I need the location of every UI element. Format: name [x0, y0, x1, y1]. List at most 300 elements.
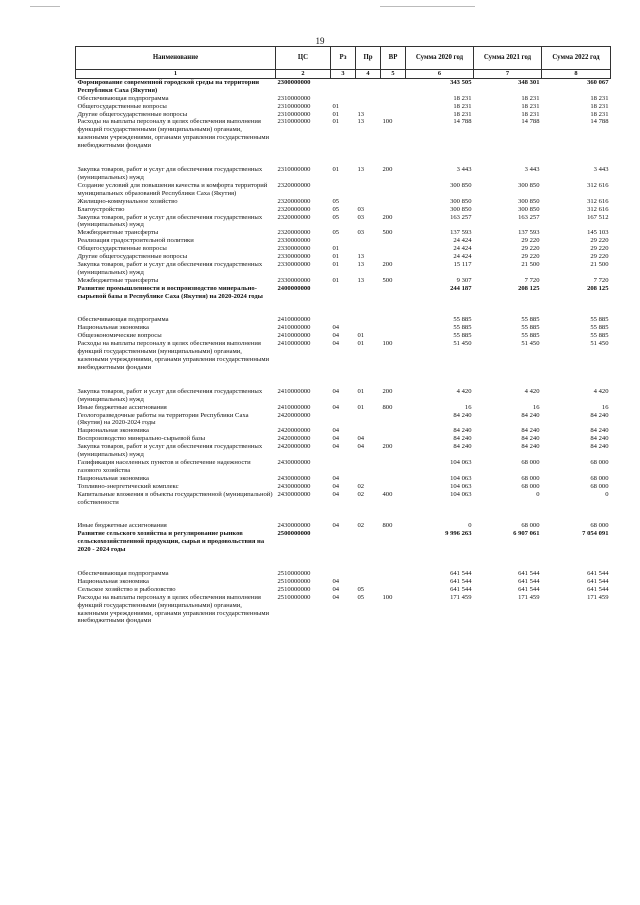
row-sum-2021: 84 240 [521, 443, 540, 451]
row-sum-2021: 137 593 [518, 229, 540, 237]
row-name: Реализация градостроительной политики [77, 237, 194, 245]
row-vr [381, 103, 406, 111]
row-code: 2320000000 [277, 229, 311, 237]
table-row [76, 491, 611, 523]
row-code: 2420000000 [277, 443, 311, 451]
row-sum-2021: 68 000 [521, 482, 540, 490]
row-pr: 05 [357, 593, 365, 601]
row-name: Расходы на выплаты персоналу в целях обеспечения выполнения функций государственными (муниципальными) органами, казенными учреждениями, органами управления государственными внебюджетными фондами [77, 340, 270, 371]
row-rz [331, 182, 356, 198]
row-pr [356, 427, 381, 435]
column-number: 1 [76, 70, 276, 79]
row-pr: 13 [357, 166, 365, 174]
row-sum-2022: 68 000 [590, 482, 609, 490]
row-code: 2420000000 [277, 427, 311, 435]
table-row [76, 166, 611, 182]
row-vr: 400 [382, 490, 393, 498]
row-sum-2020: 104 063 [450, 490, 472, 498]
row-sum-2020: 300 850 [450, 181, 472, 189]
row-name: Национальная экономика [77, 474, 149, 482]
row-vr [381, 316, 406, 324]
row-rz [331, 570, 356, 578]
row-sum-2021: 348 301 [518, 78, 540, 86]
row-pr: 02 [357, 522, 365, 530]
row-name: Благоустройство [77, 205, 125, 213]
row-name: Другие общегосударственные вопросы [77, 110, 188, 118]
row-vr [381, 530, 406, 570]
row-name: Формирование современной городской среды на территории Республики Саха (Якутия) [77, 78, 260, 94]
row-vr: 200 [382, 443, 393, 451]
row-code: 2420000000 [277, 435, 311, 443]
row-rz: 01 [332, 110, 340, 118]
row-pr [356, 459, 381, 475]
row-sum-2022: 18 231 [590, 102, 609, 110]
row-vr: 200 [382, 260, 393, 268]
row-pr: 13 [357, 276, 365, 284]
row-name: Закупка товаров, работ и услуг для обеспечения государственных (муниципальных) нужд [77, 260, 263, 276]
row-rz: 04 [332, 403, 340, 411]
column-number: 6 [406, 70, 474, 79]
table-row [76, 475, 611, 483]
table-row [76, 578, 611, 586]
row-vr [381, 435, 406, 443]
row-vr: 800 [382, 522, 393, 530]
row-vr [381, 95, 406, 103]
column-number: 2 [276, 70, 331, 79]
row-sum-2021: 55 885 [521, 332, 540, 340]
row-sum-2022: 312 616 [587, 181, 609, 189]
row-code: 2330000000 [277, 237, 311, 245]
row-code: 2310000000 [277, 102, 311, 110]
table-row [76, 594, 611, 626]
row-name: Сельское хозяйство и рыболовство [77, 585, 176, 593]
row-sum-2020: 55 885 [453, 332, 472, 340]
budget-table [75, 46, 611, 625]
row-sum-2022: 29 220 [590, 253, 609, 261]
table-row [76, 459, 611, 475]
row-rz: 04 [332, 443, 340, 451]
row-name: Закупка товаров, работ и услуг для обеспечения государственных (муниципальных) нужд [77, 166, 263, 181]
column-number: 7 [474, 70, 542, 79]
row-sum-2022: 18 231 [590, 110, 609, 118]
row-vr [381, 253, 406, 261]
table-row [76, 182, 611, 198]
row-sum-2022: 21 500 [590, 260, 609, 268]
row-sum-2020: 18 231 [453, 94, 472, 102]
row-name: Газификация населенных пунктов и обеспечение надежности газового хозяйства [77, 458, 251, 474]
row-code: 2410000000 [277, 332, 311, 340]
row-code: 2320000000 [277, 213, 311, 221]
row-code: 2300000000 [277, 78, 311, 86]
header-sum-2021: Сумма 2021 год [474, 47, 542, 70]
row-pr [356, 530, 381, 570]
column-number: 3 [331, 70, 356, 79]
column-number: 4 [356, 70, 381, 79]
row-rz [331, 459, 356, 475]
row-code: 2410000000 [277, 324, 311, 332]
row-sum-2020: 9 307 [456, 276, 472, 284]
row-sum-2022: 360 067 [587, 78, 609, 86]
row-sum-2020: 84 240 [453, 411, 472, 419]
row-rz: 04 [332, 474, 340, 482]
row-name: Другие общегосударственные вопросы [77, 253, 188, 261]
row-vr [381, 182, 406, 198]
row-sum-2022: 14 788 [590, 118, 609, 126]
row-sum-2022: 29 220 [590, 245, 609, 253]
row-rz: 05 [332, 197, 340, 205]
row-sum-2020: 171 459 [450, 593, 472, 601]
row-name: Обеспечивающая подпрограмма [77, 94, 169, 102]
row-rz [331, 78, 356, 94]
row-sum-2020: 3 443 [456, 166, 472, 174]
row-pr: 02 [357, 490, 365, 498]
row-name: Топливно-энергетический комплекс [77, 482, 179, 490]
row-code: 2310000000 [277, 110, 311, 118]
row-code: 2330000000 [277, 260, 311, 268]
row-name: Иные бюджетные ассигнования [77, 403, 167, 411]
row-sum-2021: 51 450 [521, 340, 540, 348]
row-sum-2020: 14 788 [453, 118, 472, 126]
row-code: 2410000000 [277, 316, 311, 324]
table-row [76, 261, 611, 277]
row-vr: 200 [382, 387, 393, 395]
row-sum-2022: 84 240 [590, 443, 609, 451]
row-code: 2500000000 [277, 530, 311, 538]
row-sum-2021: 300 850 [518, 205, 540, 213]
table-row [76, 404, 611, 412]
row-sum-2020: 84 240 [453, 435, 472, 443]
header-name: Наименование [76, 47, 276, 70]
row-pr [356, 198, 381, 206]
row-sum-2022: 7 054 091 [582, 530, 609, 538]
row-sum-2022: 68 000 [590, 522, 609, 530]
row-sum-2020: 4 420 [456, 387, 472, 395]
row-sum-2021: 163 257 [518, 213, 540, 221]
row-code: 2430000000 [277, 490, 311, 498]
row-code: 2310000000 [277, 166, 311, 174]
row-name: Общеэкономические вопросы [77, 332, 162, 340]
row-vr: 100 [382, 340, 393, 348]
scan-mark-left [30, 6, 60, 7]
table-row [76, 95, 611, 103]
row-rz: 01 [332, 253, 340, 261]
row-sum-2021: 68 000 [521, 522, 540, 530]
row-vr: 100 [382, 118, 393, 126]
row-name: Капитальные вложения в объекты государственной (муниципальной) собственности [77, 490, 273, 506]
row-sum-2022: 84 240 [590, 427, 609, 435]
row-sum-2020: 244 187 [450, 284, 472, 292]
row-name: Межбюджетные трансферты [77, 276, 159, 284]
row-sum-2020: 163 257 [450, 213, 472, 221]
row-sum-2020: 24 424 [453, 245, 472, 253]
row-rz: 01 [332, 260, 340, 268]
row-vr: 800 [382, 403, 393, 411]
row-vr [381, 412, 406, 428]
row-pr: 04 [357, 435, 365, 443]
row-rz: 04 [332, 522, 340, 530]
row-code: 2410000000 [277, 403, 311, 411]
row-code: 2510000000 [277, 570, 311, 578]
row-code: 2330000000 [277, 245, 311, 253]
row-vr: 500 [382, 229, 393, 237]
table-row [76, 324, 611, 332]
row-name: Развитие промышленности и воспроизводство минерально-сырьевой базы в Республике Саха (Якутия) на 2020-2024 годы [77, 284, 263, 300]
table-row [76, 277, 611, 285]
row-vr [381, 78, 406, 94]
table-row [76, 206, 611, 214]
row-rz: 05 [332, 213, 340, 221]
row-code: 2310000000 [277, 94, 311, 102]
row-rz: 04 [332, 340, 340, 348]
row-sum-2021: 18 231 [521, 102, 540, 110]
row-sum-2021: 641 544 [518, 570, 540, 578]
row-pr [356, 324, 381, 332]
row-sum-2021: 55 885 [521, 316, 540, 324]
row-name: Национальная экономика [77, 427, 149, 435]
row-pr: 03 [357, 213, 365, 221]
row-sum-2020: 55 885 [453, 316, 472, 324]
row-vr [381, 245, 406, 253]
row-vr: 100 [382, 593, 393, 601]
row-name: Обеспечивающая подпрограмма [77, 570, 169, 578]
row-pr: 13 [357, 118, 365, 126]
row-pr [356, 578, 381, 586]
row-sum-2021: 16 [532, 403, 540, 411]
header-rz: Рз [331, 47, 356, 70]
row-rz: 01 [332, 276, 340, 284]
row-vr: 200 [382, 166, 393, 174]
row-rz [331, 237, 356, 245]
row-sum-2020: 104 063 [450, 482, 472, 490]
row-sum-2021: 7 720 [524, 276, 540, 284]
column-number: 5 [381, 70, 406, 79]
row-pr: 03 [357, 205, 365, 213]
table-row [76, 332, 611, 340]
table-row [76, 245, 611, 253]
row-rz: 04 [332, 490, 340, 498]
row-rz [331, 530, 356, 570]
row-sum-2022: 51 450 [590, 340, 609, 348]
row-sum-2022: 167 512 [587, 213, 609, 221]
table-row [76, 427, 611, 435]
table-row [76, 103, 611, 111]
row-sum-2021: 68 000 [521, 474, 540, 482]
header-pr: Пр [356, 47, 381, 70]
row-sum-2021: 641 544 [518, 577, 540, 585]
row-name: Расходы на выплаты персоналу в целях обеспечения выполнения функций государственными (муниципальными) органами, казенными учреждениями, органами управления государственными внебюджетными фондами [77, 593, 270, 625]
row-code: 2310000000 [277, 118, 311, 126]
row-sum-2021: 300 850 [518, 197, 540, 205]
row-pr: 01 [357, 387, 365, 395]
row-sum-2021: 4 420 [524, 387, 540, 395]
table-row [76, 214, 611, 230]
table-row [76, 253, 611, 261]
row-rz: 04 [332, 387, 340, 395]
row-name: Создание условий для повышения качества и комфорта территорий муниципальных образований Республики Саха (Якутия) [77, 181, 268, 197]
row-rz: 04 [332, 324, 340, 332]
row-sum-2020: 51 450 [453, 340, 472, 348]
row-sum-2020: 104 063 [450, 474, 472, 482]
row-code: 2410000000 [277, 387, 311, 395]
row-code: 2430000000 [277, 458, 311, 466]
table-row [76, 443, 611, 459]
row-code: 2320000000 [277, 197, 311, 205]
row-name: Закупка товаров, работ и услуг для обеспечения государственных (муниципальных) нужд [77, 443, 263, 459]
row-sum-2021: 6 907 061 [513, 530, 540, 538]
row-sum-2021: 29 220 [521, 237, 540, 245]
row-rz: 01 [332, 102, 340, 110]
row-pr [356, 570, 381, 578]
row-sum-2021: 55 885 [521, 324, 540, 332]
table-row [76, 340, 611, 388]
row-name: Национальная экономика [77, 577, 149, 585]
row-sum-2020: 104 063 [450, 458, 472, 466]
row-pr [356, 475, 381, 483]
row-sum-2021: 641 544 [518, 585, 540, 593]
row-sum-2022: 312 616 [587, 197, 609, 205]
table-body [76, 78, 611, 625]
row-rz: 04 [332, 332, 340, 340]
row-name: Воспроизводство минерально-сырьевой базы [77, 435, 206, 443]
table-row [76, 198, 611, 206]
row-sum-2020: 55 885 [453, 324, 472, 332]
row-sum-2022: 68 000 [590, 474, 609, 482]
row-rz [331, 285, 356, 317]
row-code: 2430000000 [277, 522, 311, 530]
row-code: 2330000000 [277, 276, 311, 284]
row-sum-2020: 16 [464, 403, 472, 411]
table-header-row [76, 47, 611, 70]
row-sum-2021: 0 [536, 490, 540, 498]
row-sum-2020: 641 544 [450, 585, 472, 593]
row-sum-2020: 24 424 [453, 237, 472, 245]
row-sum-2022: 18 231 [590, 94, 609, 102]
table-row [76, 435, 611, 443]
row-sum-2021: 29 220 [521, 245, 540, 253]
row-rz: 04 [332, 585, 340, 593]
table-row [76, 570, 611, 578]
row-sum-2020: 641 544 [450, 570, 472, 578]
row-sum-2021: 14 788 [521, 118, 540, 126]
row-name: Жилищно-коммунальное хозяйство [77, 197, 178, 205]
row-sum-2021: 18 231 [521, 110, 540, 118]
row-sum-2021: 171 459 [518, 593, 540, 601]
row-sum-2021: 21 500 [521, 260, 540, 268]
row-rz: 01 [332, 245, 340, 253]
row-name: Иные бюджетные ассигнования [77, 522, 167, 530]
row-pr: 13 [357, 253, 365, 261]
row-sum-2020: 24 424 [453, 253, 472, 261]
row-vr: 200 [382, 213, 393, 221]
table-row [76, 229, 611, 237]
row-sum-2020: 0 [468, 522, 472, 530]
row-rz: 01 [332, 166, 340, 174]
table-row [76, 118, 611, 166]
row-rz: 04 [332, 435, 340, 443]
row-sum-2022: 145 103 [587, 229, 609, 237]
row-code: 2410000000 [277, 340, 311, 348]
table-column-numbers-row [76, 70, 611, 79]
row-sum-2021: 208 125 [518, 284, 540, 292]
row-sum-2020: 300 850 [450, 197, 472, 205]
row-pr [356, 245, 381, 253]
row-pr [356, 182, 381, 198]
row-rz [331, 316, 356, 324]
row-sum-2021: 29 220 [521, 253, 540, 261]
row-sum-2020: 84 240 [453, 443, 472, 451]
row-code: 2510000000 [277, 593, 311, 601]
row-name: Национальная экономика [77, 324, 149, 332]
row-rz: 04 [332, 577, 340, 585]
row-name: Закупка товаров, работ и услуг для обеспечения государственных (муниципальных) нужд [77, 213, 263, 229]
row-sum-2021: 84 240 [521, 427, 540, 435]
row-pr [356, 412, 381, 428]
header-sum-2022: Сумма 2022 год [542, 47, 611, 70]
row-sum-2022: 208 125 [587, 284, 609, 292]
row-sum-2022: 4 420 [593, 387, 609, 395]
row-name: Обеспечивающая подпрограмма [77, 316, 169, 324]
table-row [76, 483, 611, 491]
row-code: 2430000000 [277, 474, 311, 482]
page-number: 19 [315, 36, 325, 46]
row-pr: 01 [357, 332, 365, 340]
row-rz [331, 95, 356, 103]
row-sum-2020: 18 231 [453, 102, 472, 110]
row-code: 2320000000 [277, 181, 311, 189]
row-sum-2022: 16 [601, 403, 609, 411]
row-sum-2020: 641 544 [450, 577, 472, 585]
row-name: Расходы на выплаты персоналу в целях обеспечения выполнения функций государственными (муниципальными) органами, казенными учреждениями, органами управления государственными внебюджетными фондами [77, 118, 270, 150]
row-pr [356, 78, 381, 94]
row-vr [381, 586, 406, 594]
row-rz: 04 [332, 593, 340, 601]
row-sum-2022: 0 [605, 490, 609, 498]
row-rz: 05 [332, 205, 340, 213]
row-sum-2022: 84 240 [590, 435, 609, 443]
row-code: 2330000000 [277, 253, 311, 261]
row-vr [381, 206, 406, 214]
row-rz [331, 412, 356, 428]
row-pr: 13 [357, 260, 365, 268]
row-vr [381, 483, 406, 491]
table-row [76, 111, 611, 119]
row-sum-2020: 137 593 [450, 229, 472, 237]
row-sum-2021: 300 850 [518, 181, 540, 189]
row-sum-2022: 312 616 [587, 205, 609, 213]
row-sum-2022: 55 885 [590, 324, 609, 332]
table-row [76, 522, 611, 530]
row-sum-2022: 29 220 [590, 237, 609, 245]
row-vr [381, 285, 406, 317]
row-code: 2400000000 [277, 284, 311, 292]
row-code: 2510000000 [277, 585, 311, 593]
row-pr: 05 [357, 585, 365, 593]
row-sum-2021: 68 000 [521, 458, 540, 466]
row-rz: 01 [332, 118, 340, 126]
header-vr: ВР [381, 47, 406, 70]
row-sum-2022: 641 544 [587, 577, 609, 585]
row-name: Развитие сельского хозяйства и регулирование рынков сельскохозяйственной продукции, сырья и продовольствия на 2020 - 2024 годы [77, 530, 265, 554]
row-code: 2510000000 [277, 577, 311, 585]
row-vr [381, 237, 406, 245]
row-vr [381, 570, 406, 578]
row-vr [381, 578, 406, 586]
row-pr [356, 95, 381, 103]
row-name: Общегосударственные вопросы [77, 102, 167, 110]
row-pr: 01 [357, 340, 365, 348]
row-sum-2020: 343 505 [450, 78, 472, 86]
row-sum-2021: 84 240 [521, 411, 540, 419]
